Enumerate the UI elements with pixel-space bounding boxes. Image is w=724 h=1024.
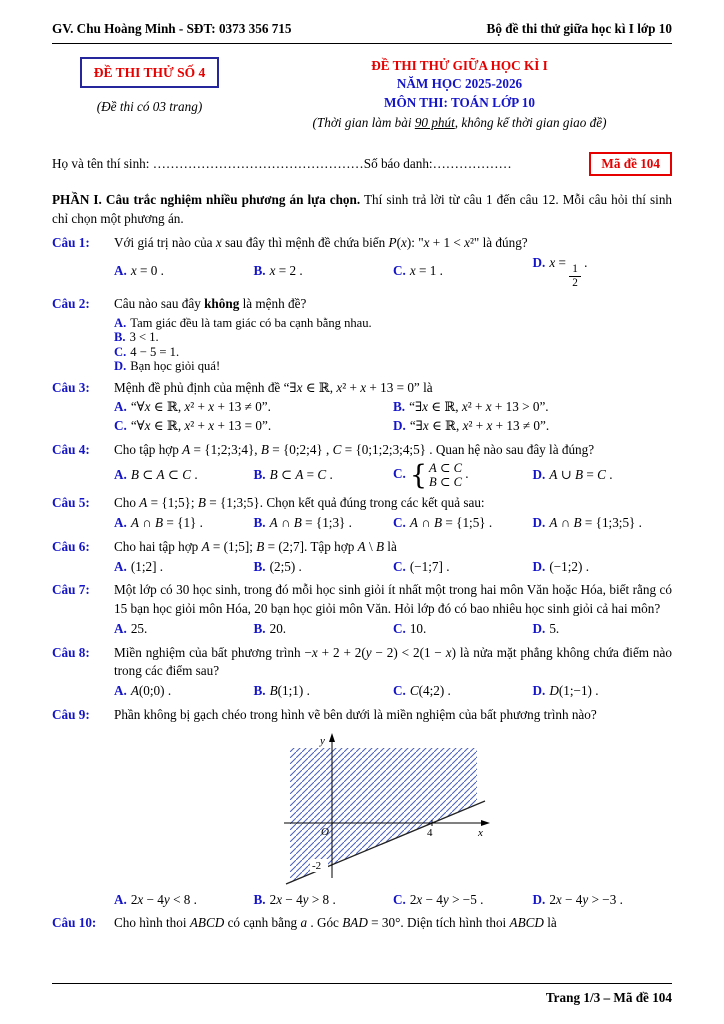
option-c [393,891,533,910]
option-text: (1;2] . [130,558,164,574]
part1-heading [52,191,672,228]
option-text: “∃x ∈ ℝ, x² + x + 13 > 0”. [409,399,549,415]
question-7-options [114,620,672,639]
option-letter: D. [532,620,546,636]
option-a [114,398,393,417]
option-letter: D. [532,683,546,699]
option-text: “∀x ∈ ℝ, x² + x + 13 = 0”. [130,418,272,434]
option-letter: C. [393,263,406,279]
question-text: Miền nghiệm của bất phương trình −x + 2 + 2(y − 2) < 2(1 − x) là nửa mặt phẳng không chứa điểm nào trong các điểm sau? [114,644,672,679]
student-info-row [52,152,672,177]
header-teacher-info: GV. Chu Hoàng Minh - SĐT: 0373 356 715 [52,21,292,36]
option-text: A ∩ B = {1} . [130,515,203,531]
option-text: A ∪ B = C . [549,466,613,482]
option-letter: D. [532,891,546,907]
option-c [393,558,533,577]
option-c [393,262,533,281]
exam-number-box: ĐỀ THI THỬ SỐ 4 [80,57,220,88]
option-letter: D. [114,359,127,374]
option-a [114,620,254,639]
option-letter: D. [532,254,546,270]
option-letter: D. [532,558,546,574]
option-letter: C. [393,683,406,699]
option-d [533,891,673,910]
question-label: Câu 3: [52,379,90,395]
exam-code-box: Mã đề 104 [589,152,672,177]
pages-note: (Đề thi có 03 trang) [96,98,203,114]
question-4 [52,441,672,490]
question-5 [52,494,672,532]
x-axis-arrow [481,820,490,826]
question-label: Câu 7: [52,582,90,598]
option-letter: A. [114,466,127,482]
option-d [533,514,673,533]
question-6 [52,538,672,576]
region-graph [272,728,492,890]
option-text: 5. [549,620,560,636]
question-label: Câu 10: [52,915,97,931]
question-label: Câu 5: [52,495,90,511]
header-divider [52,43,672,44]
question-8 [52,644,672,701]
option-text: (−1;2) . [549,558,589,574]
option-text: “∃x ∈ ℝ, x² + x + 13 ≠ 0”. [409,418,550,434]
question-text: Cho hình thoi ABCD có cạnh bằng a . Góc BAD = 30°. Diện tích hình thoi ABCD là [114,915,557,931]
question-label: Câu 1: [52,234,90,250]
option-letter: D. [393,418,406,434]
option-c [393,682,533,701]
option-text: C(4;2) . [409,683,451,699]
option-text: D(1;−1) . [549,683,599,699]
student-name-line [52,155,581,174]
option-letter: B. [114,330,126,345]
option-letter: B. [253,620,266,636]
option-d [533,466,673,485]
question-text: Với giá trị nào của x sau đây thì mệnh đề chứa biến P(x): "x + 1 < x²" là đúng? [114,234,528,250]
option-text: “∀x ∈ ℝ, x² + x + 13 ≠ 0”. [130,399,271,415]
question-text: Cho hai tập hợp A = (1;5]; B = (2;7]. Tập hợp A \ B là [114,538,397,554]
y-axis-label: y [320,734,325,747]
option-text: 4 − 5 = 1. [130,344,180,359]
option-c [114,345,372,359]
option-b [114,330,372,344]
option-text: 2x − 4y < 8 . [130,891,197,907]
option-a [114,514,254,533]
option-a [114,316,372,330]
option-b [254,262,394,281]
option-text: x = $\frac{1}{2}$ . [549,254,588,290]
question-text: Một lớp có 30 học sinh, trong đó mỗi học sinh giỏi ít nhất một trong hai môn Văn hoặc Hóa, biết rằng có 15 bạn học giỏi môn Hóa, 20 bạn học giỏi môn Văn. Hỏi lớp đó có bao nhiêu học sinh giỏi cả hai môn? [114,582,672,617]
option-letter: D. [532,515,546,531]
option-letter: B. [253,558,266,574]
option-d [533,558,673,577]
question-label: Câu 8: [52,644,90,660]
option-a [114,558,254,577]
option-letter: A. [114,683,127,699]
question-6-options [114,558,672,577]
question-9 [52,706,672,909]
question-1-options [114,254,672,290]
origin-label: O [321,825,329,838]
option-letter: C. [393,515,406,531]
document-footer [52,983,672,1008]
option-a [114,466,254,485]
option-letter: C. [393,558,406,574]
student-name-label: Họ và tên thí sinh: ………………………………………… [52,155,364,171]
question-10 [52,914,672,933]
option-letter: C. [114,344,127,359]
question-3-options [114,398,672,435]
option-letter: A. [114,399,127,415]
option-letter: C. [393,466,406,482]
option-letter: A. [114,315,127,330]
header-collection-title: Bộ đề thi thử giữa học kì I lớp 10 [486,21,672,36]
page-number: Trang 1/3 – Mã đề 104 [545,990,672,1006]
option-letter: B. [253,683,266,699]
option-text: 20. [269,620,287,636]
option-letter: A. [114,515,127,531]
title-block [52,57,672,133]
duration-underlined: 90 phút [414,114,455,130]
option-text: A ∩ B = {1;5} . [409,515,493,531]
option-c [393,461,533,490]
exam-title: ĐỀ THI THỬ GIỮA HỌC KÌ I [371,57,548,73]
option-c [393,620,533,639]
option-b [254,682,394,701]
option-text: 2x − 4y > −3 . [549,891,623,907]
question-text: Cho tập hợp A = {1;2;3;4}, B = {0;2;4} , C = {0;1;2;3;4;5} . Quan hệ nào sau đây là đúng? [114,441,595,457]
school-year: NĂM HỌC 2025-2026 [396,76,523,92]
question-label: Câu 2: [52,296,90,311]
option-letter: B. [253,891,266,907]
option-b [254,620,394,639]
y-tick-label: -2 [312,859,322,872]
option-d [114,359,372,373]
option-text: A(0;0) . [130,683,172,699]
option-b [254,558,394,577]
question-label: Câu 6: [52,538,90,554]
question-2-options [114,316,372,374]
question-label: Câu 4: [52,441,90,457]
option-text: 3 < 1. [129,330,159,345]
option-text: x = 1 . [409,263,443,279]
option-letter: A. [114,263,127,279]
option-letter: B. [253,466,266,482]
x-axis-label: x [478,826,483,839]
option-letter: C. [393,891,406,907]
time-note: (Thời gian làm bài 90 phút, không kể thời gian giao đề) [312,114,607,130]
question-4-options [114,461,672,490]
option-a [114,891,254,910]
question-8-options [114,682,672,701]
option-d [533,254,673,290]
question-2 [52,295,672,374]
option-c [393,514,533,533]
document-header [52,20,672,39]
subject-line: MÔN THI: TOÁN LỚP 10 [384,95,535,111]
option-d [533,682,673,701]
option-letter: A. [114,891,127,907]
question-9-options [114,891,672,910]
option-text: 2x − 4y > 8 . [269,891,336,907]
option-letter: A. [114,620,127,636]
question-text: Mệnh đề phủ định của mệnh đề “∃x ∈ ℝ, x² + x + 13 = 0” là [114,379,433,395]
title-right-column [247,57,672,133]
question-5-options [114,514,672,533]
y-axis-arrow [329,733,335,742]
option-letter: C. [114,418,127,434]
question-text: Cho A = {1;5}; B = {1;3;5}. Chọn kết quả đúng trong các kết quả sau: [114,495,485,511]
option-b [254,891,394,910]
title-left-column [52,57,247,133]
option-d [533,620,673,639]
option-text: (−1;7] . [409,558,450,574]
option-text: A ∩ B = {1;3;5} . [549,515,642,531]
candidate-number-label: Số báo danh:……………… [363,155,512,171]
question-label: Câu 9: [52,706,90,722]
option-text: x = 0 . [130,263,164,279]
part1-heading-rest: Thí sinh trả lời từ câu 1 đến câu 12. Mỗi câu hỏi thí sinh chỉ chọn một phương án. [52,192,673,227]
question-1 [52,234,672,290]
option-letter: B. [253,515,266,531]
option-b [393,398,672,417]
option-text: (2;5) . [269,558,302,574]
option-text: B ⊂ A ⊂ C . [130,466,198,482]
option-d [393,417,672,436]
question-text: Phần không bị gạch chéo trong hình vẽ bên dưới là miền nghiệm của bất phương trình nào? [114,706,597,722]
option-letter: B. [393,399,406,415]
region-graph-container [92,728,672,890]
option-a [114,262,254,281]
option-text: Tam giác đều là tam giác có ba cạnh bằng nhau. [130,315,372,330]
option-b [254,514,394,533]
option-text: B(1;1) . [269,683,310,699]
option-letter: C. [393,620,406,636]
option-text: 10. [409,620,427,636]
question-3 [52,379,672,436]
option-a [114,682,254,701]
part1-heading-bold: PHẦN I. Câu trắc nghiệm nhiều phương án lựa chọn. [52,192,361,208]
question-text: Câu nào sau đây không là mệnh đề? [114,296,307,311]
option-text: { A ⊂ C B ⊂ C . [409,459,469,491]
option-text: A ∩ B = {1;3} . [269,515,352,531]
option-c [114,417,393,436]
footer-divider [52,983,672,984]
option-letter: D. [532,466,546,482]
option-b [254,466,394,485]
option-text: B ⊂ A = C . [269,466,333,482]
option-text: 25. [130,620,148,636]
option-text: Bạn học giỏi quá! [130,359,221,374]
option-letter: B. [253,263,266,279]
x-tick-label: 4 [427,826,433,839]
option-letter: A. [114,558,127,574]
option-text: x = 2 . [269,263,303,279]
option-text: 2x − 4y > −5 . [409,891,484,907]
question-7 [52,581,672,638]
